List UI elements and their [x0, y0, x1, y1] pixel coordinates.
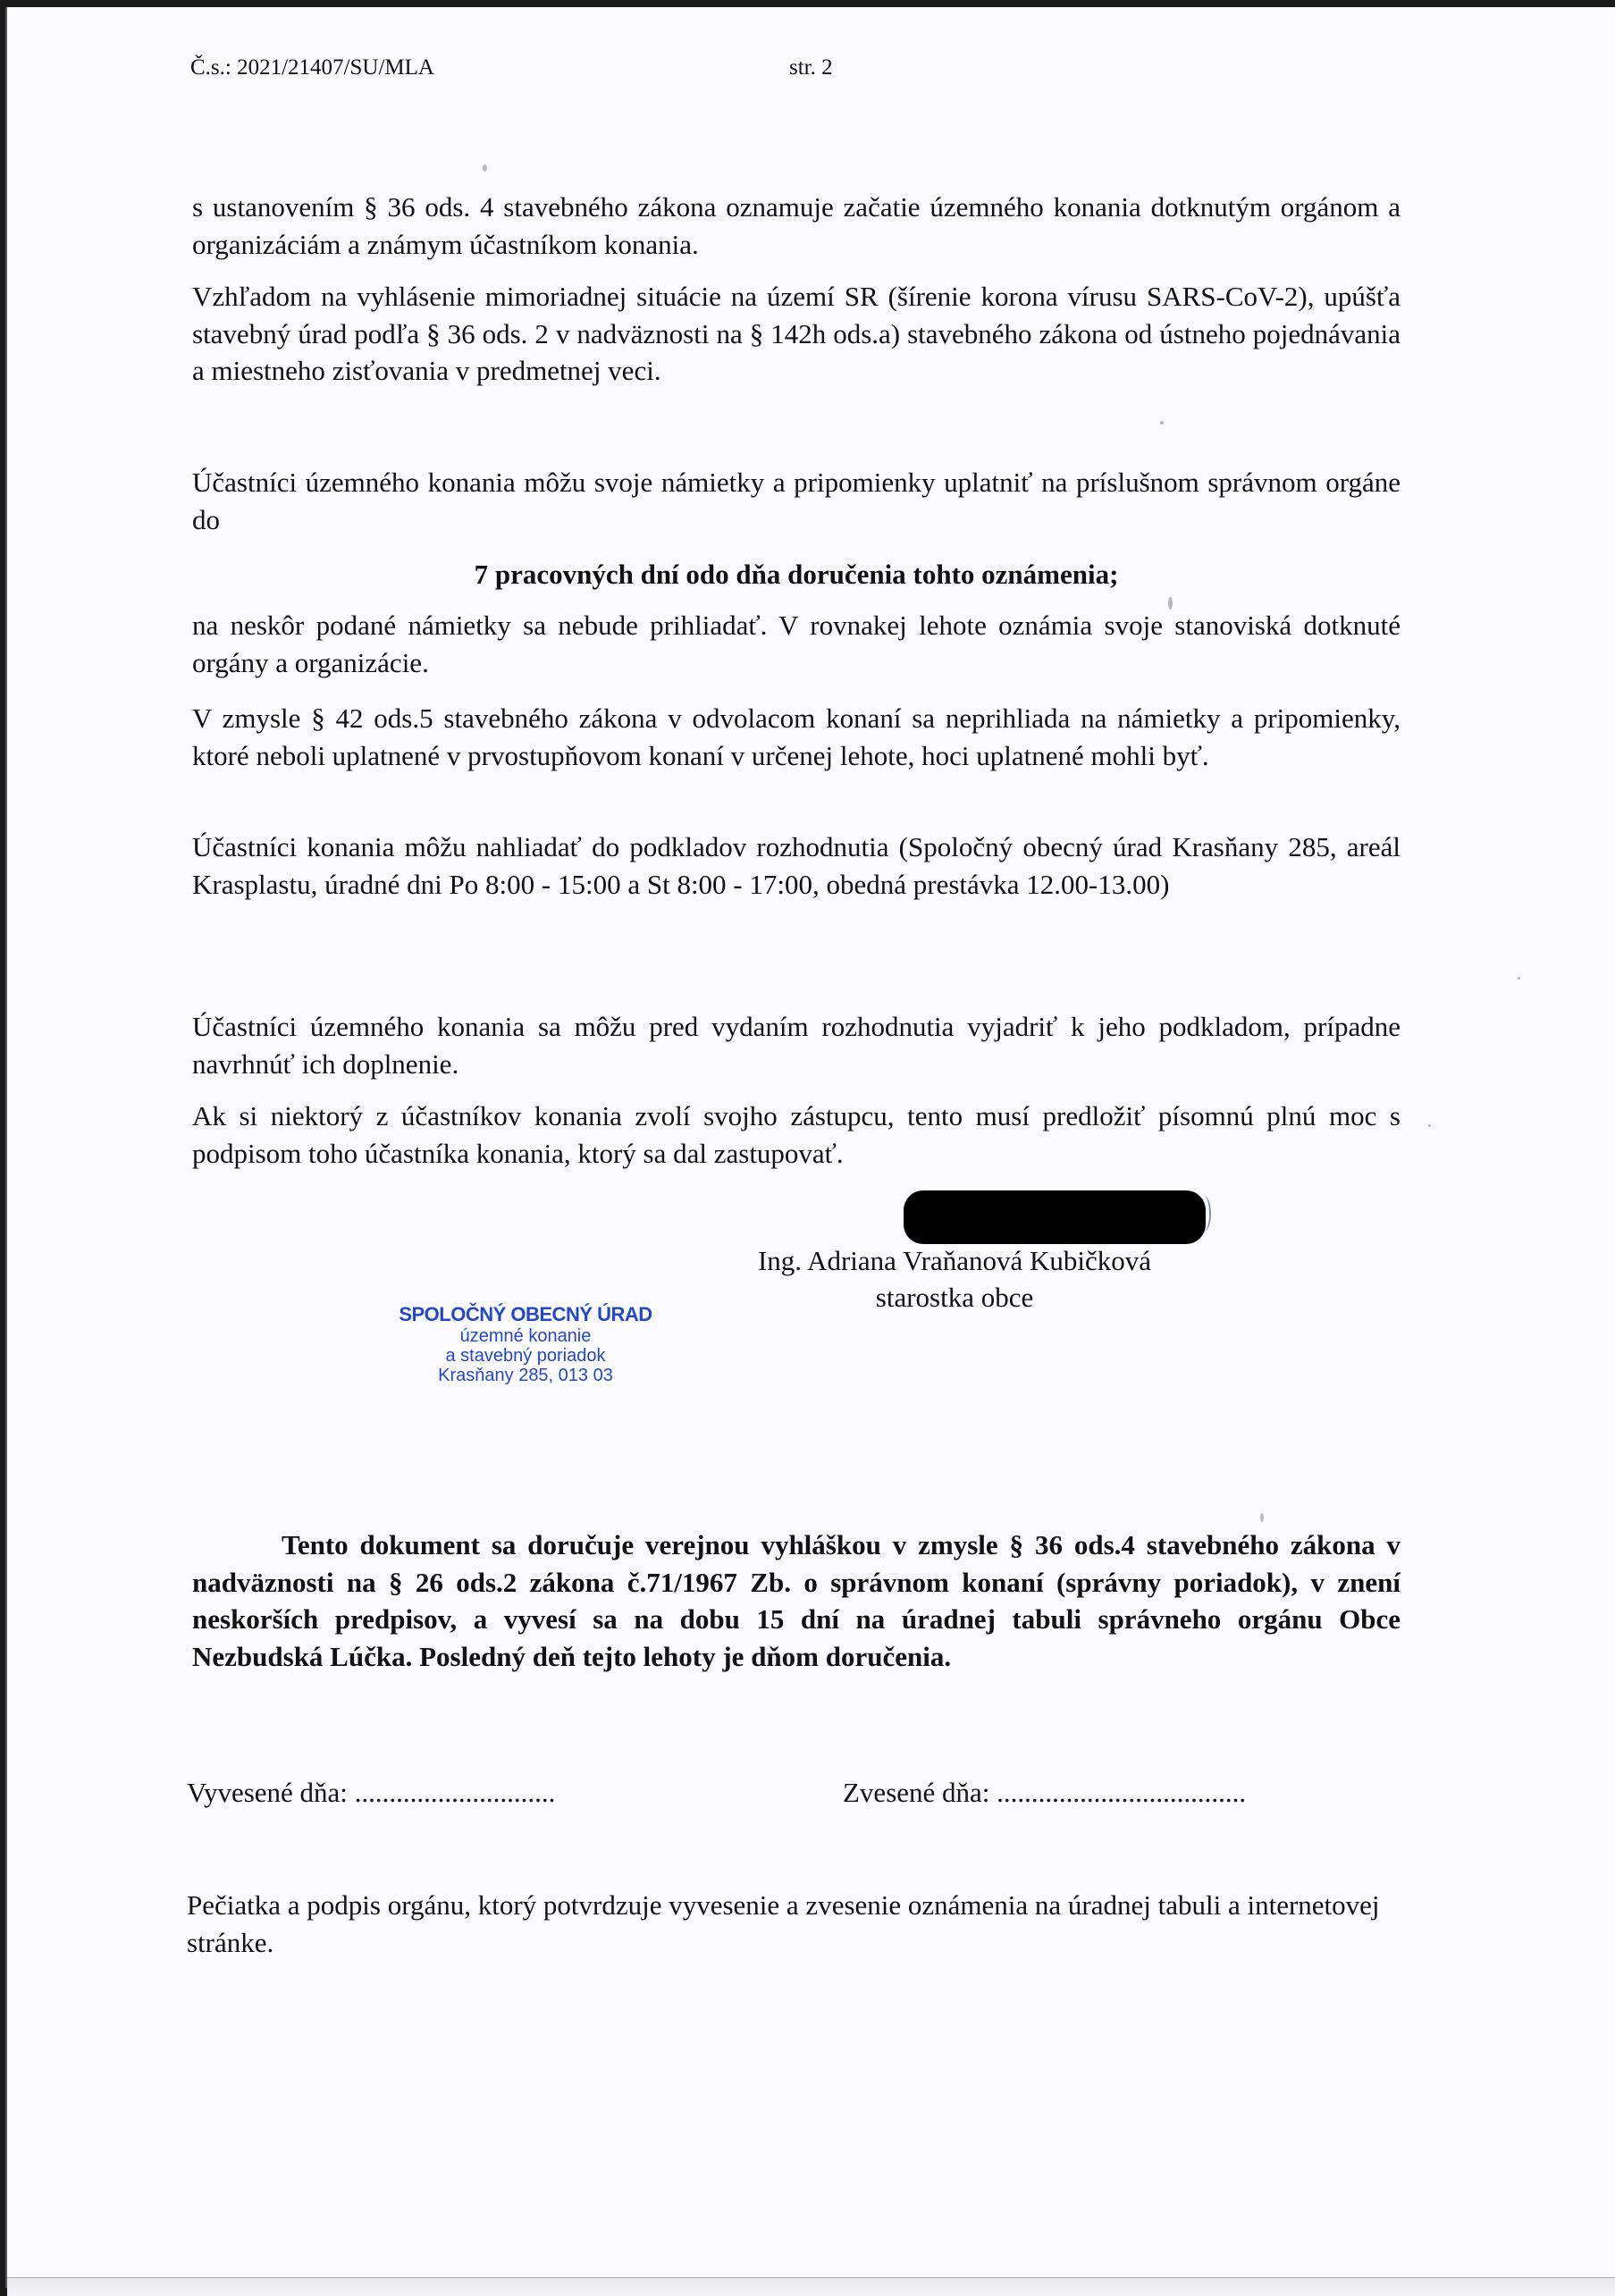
reference-number: Č.s.: 2021/21407/SU/MLA: [190, 55, 434, 80]
signer-name: Ing. Adriana Vraňanová Kubičková: [757, 1245, 1152, 1276]
stamp-title: SPOLOČNÝ OBECNÝ ÚRAD: [399, 1303, 652, 1325]
paragraph-text: na neskôr podané námietky sa nebude prihliadať. V rovnakej lehote oznámia svoje stanoviská dotknuté orgány a organizácie.: [192, 610, 1401, 678]
paragraph-text: s ustanovením § 36 ods. 4 stavebného zákona oznamuje začatie územného konania dotknutým orgánom a organizáciám a známym účastníkom konania.: [192, 191, 1401, 260]
page-bottom-edge: [7, 2277, 1615, 2296]
signer-role: starostka obce: [875, 1282, 1034, 1313]
deadline-statement: 7 pracovných dní odo dňa doručenia tohto oznámenia;: [474, 559, 1119, 590]
paragraph-text: Účastníci konania môžu nahliadať do podkladov rozhodnutia (Spoločný obecný úrad Krasňany 285, areál Krasplastu, úradné dni Po 8:00 - 15:00 a St 8:00 - 17:00, obedná prestávka 12.00-13.00): [192, 831, 1401, 900]
scan-speck: [483, 164, 487, 172]
paragraph-text: V zmysle § 42 ods.5 stavebného zákona v odvolacom konaní sa neprihliada na námietky a pripomienky, ktoré neboli uplatnené v prvostupňovom konaní v určenej lehote, hoci uplatnené mohli byť.: [192, 702, 1401, 771]
page-number: str. 2: [789, 55, 833, 80]
paragraph-representative: [192, 1098, 1401, 1172]
scan-speck: [1260, 1513, 1264, 1522]
paragraph-appeal: [192, 700, 1401, 774]
office-stamp: [383, 1305, 669, 1385]
paragraph-inspection: [192, 828, 1401, 903]
paragraph-text: Účastníci územného konania sa môžu pred vydaním rozhodnutia vyjadriť k jeho podkladom, prípadne navrhnúť ich doplnenie.: [192, 1011, 1401, 1080]
paragraph-intro-continuation: [192, 189, 1401, 263]
paragraph-covid-exception: [192, 278, 1401, 390]
scan-speck: [1160, 421, 1164, 425]
paragraph-late-objections: [192, 607, 1401, 681]
document-page: [5, 7, 1615, 2288]
paragraph-objections: [192, 464, 1401, 538]
signature-block: [713, 1242, 1196, 1316]
posted-date-field: Vyvesené dňa: .............................: [187, 1777, 556, 1808]
closing-text: Pečiatka a podpis orgánu, ktorý potvrdzuje vyvesenie a zvesenie oznámenia na úradnej tabuli a internetovej stránke.: [187, 1889, 1380, 1958]
closing-note: [187, 1887, 1438, 1961]
paragraph-text: Ak si niektorý z účastníkov konania zvolí svojho zástupcu, tento musí predložiť písomnú plnú moc s podpisom toho účastníka konania, ktorý sa dal zastupovať.: [192, 1100, 1401, 1169]
stamp-address: Krasňany 285, 013 03: [438, 1366, 613, 1385]
scan-speck: [1518, 977, 1520, 980]
scan-speck: [1428, 1124, 1431, 1127]
removed-date-field: Zvesené dňa: ....................................: [843, 1777, 1247, 1808]
stamp-line: a stavebný poriadok: [445, 1346, 606, 1366]
paragraph-text: Vzhľadom na vyhlásenie mimoriadnej situácie na území SR (šírenie korona vírusu SARS-CoV-2), upúšťa stavebný úrad podľa § 36 ods. 2 v nadväznosti na § 142h ods.a) stavebného zákona od ústneho pojednávania a miestneho zisťovania v predmetnej veci.: [192, 281, 1401, 386]
stamp-line: územné konanie: [459, 1326, 592, 1346]
notice-text: Tento dokument sa doručuje verejnou vyhláškou v zmysle § 36 ods.4 stavebného zákona v nadväznosti na § 26 ods.2 zákona č.71/1967 Zb. o správnom konaní (správny poriadok), v znení neskorších predpisov, a vyvesí sa na dobu 15 dní na úradnej tabuli správneho orgánu Obce Nezbudská Lúčka. Posledný deň tejto lehoty je dňom doručenia.: [192, 1529, 1401, 1672]
public-notice: [192, 1526, 1401, 1675]
paragraph-comments: [192, 1008, 1401, 1082]
redacted-signature: [904, 1190, 1206, 1244]
scan-speck: [1168, 597, 1173, 610]
paragraph-text: Účastníci územného konania môžu svoje námietky a pripomienky uplatniť na príslušnom správnom orgáne do: [192, 467, 1401, 535]
